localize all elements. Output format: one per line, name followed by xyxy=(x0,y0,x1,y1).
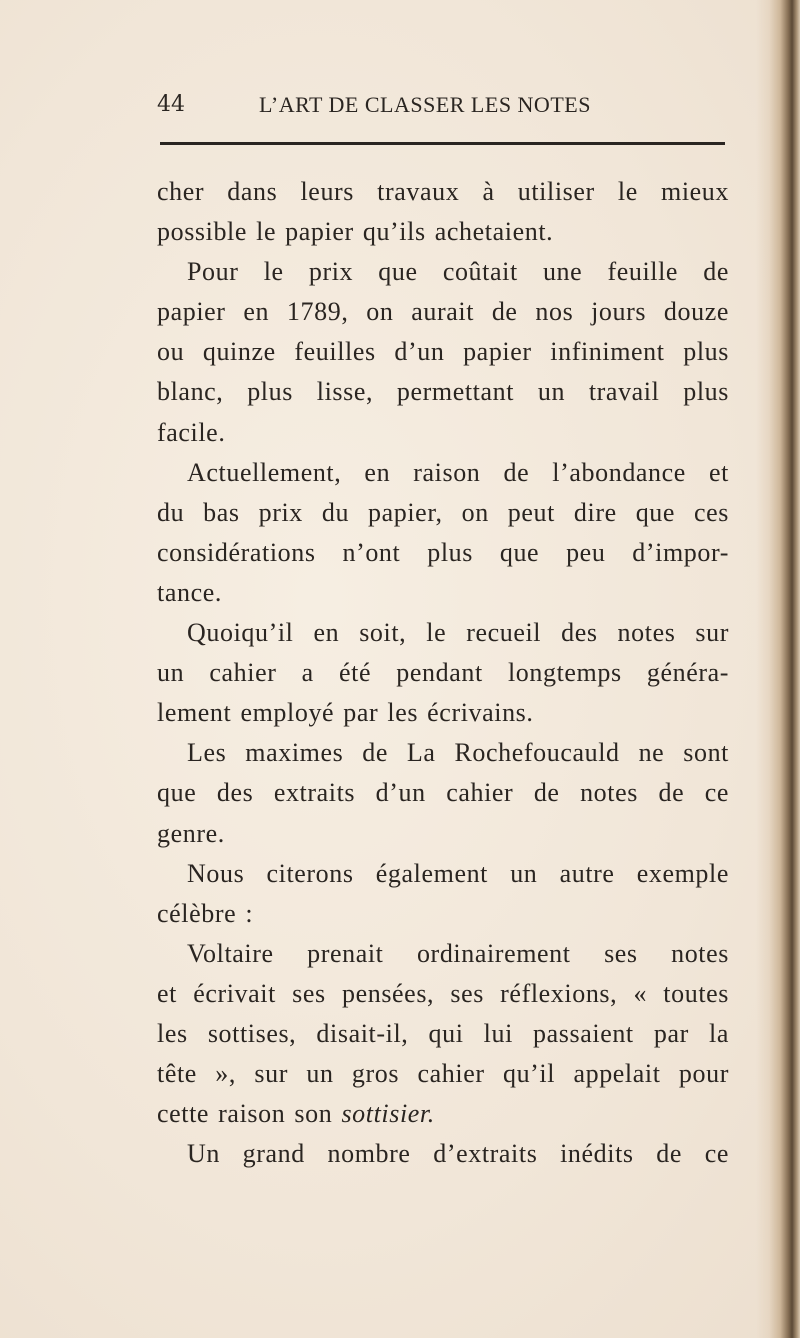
text-line xyxy=(157,332,729,372)
text-line-content: que des extraits d’un cahier de notes de ce xyxy=(157,778,729,808)
text-line xyxy=(157,573,729,613)
running-head xyxy=(157,92,725,128)
page-number: 44 xyxy=(157,92,185,117)
text-line-content: Les maximes de La Rochefoucauld ne sont xyxy=(187,738,729,768)
text-line-content: cette raison son xyxy=(157,1099,342,1129)
text-line-content: considérations n’ont plus que peu d’impor- xyxy=(157,537,729,567)
text-line-content: lement employé par les écrivains. xyxy=(157,698,534,728)
text-line xyxy=(157,894,729,934)
text-line-content: Voltaire prenait ordinairement ses notes xyxy=(187,938,729,968)
text-line xyxy=(157,934,729,974)
text-line-content: papier en 1789, on aurait de nos jours douze xyxy=(157,297,729,327)
text-line-content: Un grand nombre d’extraits inédits de ce xyxy=(187,1139,729,1169)
text-line xyxy=(157,733,729,773)
text-line xyxy=(157,533,729,573)
text-line xyxy=(157,1014,729,1054)
text-line-content: facile. xyxy=(157,417,226,447)
text-line xyxy=(157,693,729,733)
text-line-content: du bas prix du papier, on peut dire que ces xyxy=(157,497,729,527)
text-line xyxy=(157,493,729,533)
text-line xyxy=(157,814,729,854)
text-line-content: Actuellement, en raison de l’abondance et xyxy=(187,457,729,487)
text-line-content: cher dans leurs travaux à utiliser le mieux xyxy=(157,177,729,206)
running-title: L’ART DE CLASSER LES NOTES xyxy=(259,92,591,117)
text-line xyxy=(157,854,729,894)
text-line xyxy=(157,292,729,332)
text-line-content: célèbre : xyxy=(157,898,254,928)
text-line-content: blanc, plus lisse, permettant un travail plus xyxy=(157,377,729,407)
text-line xyxy=(157,252,729,292)
text-line-content: Nous citerons également un autre exemple xyxy=(187,858,729,888)
text-line-content: tête », sur un gros cahier qu’il appelait pour xyxy=(157,1059,729,1089)
text-line-content: tance. xyxy=(157,577,222,607)
text-line-content: ou quinze feuilles d’un papier infiniment plus xyxy=(157,337,729,367)
text-line-content: et écrivait ses pensées, ses réflexions, « toutes xyxy=(157,978,729,1008)
text-line xyxy=(157,1054,729,1094)
text-line xyxy=(157,613,729,653)
text-line-content: Quoiqu’il en soit, le recueil des notes sur xyxy=(187,618,729,648)
body-text xyxy=(157,172,729,1174)
text-line xyxy=(157,773,729,813)
text-line xyxy=(157,1134,729,1174)
text-line xyxy=(157,1094,729,1134)
text-line xyxy=(157,172,729,212)
italic-word: sottisier. xyxy=(341,1099,435,1129)
text-line xyxy=(157,974,729,1014)
header-rule xyxy=(160,142,725,145)
text-line xyxy=(157,653,729,693)
text-line-content: les sottises, disait-il, qui lui passaient par la xyxy=(157,1018,729,1048)
text-line-content: un cahier a été pendant longtemps généra- xyxy=(157,658,729,688)
text-line-content: Pour le prix que coûtait une feuille de xyxy=(187,257,729,287)
text-line xyxy=(157,372,729,412)
page-gutter-edge xyxy=(756,0,800,1338)
text-line xyxy=(157,453,729,493)
text-line-content: possible le papier qu’ils achetaient. xyxy=(157,217,554,247)
text-line xyxy=(157,413,729,453)
text-line-content: genre. xyxy=(157,818,225,848)
text-line xyxy=(157,212,729,252)
